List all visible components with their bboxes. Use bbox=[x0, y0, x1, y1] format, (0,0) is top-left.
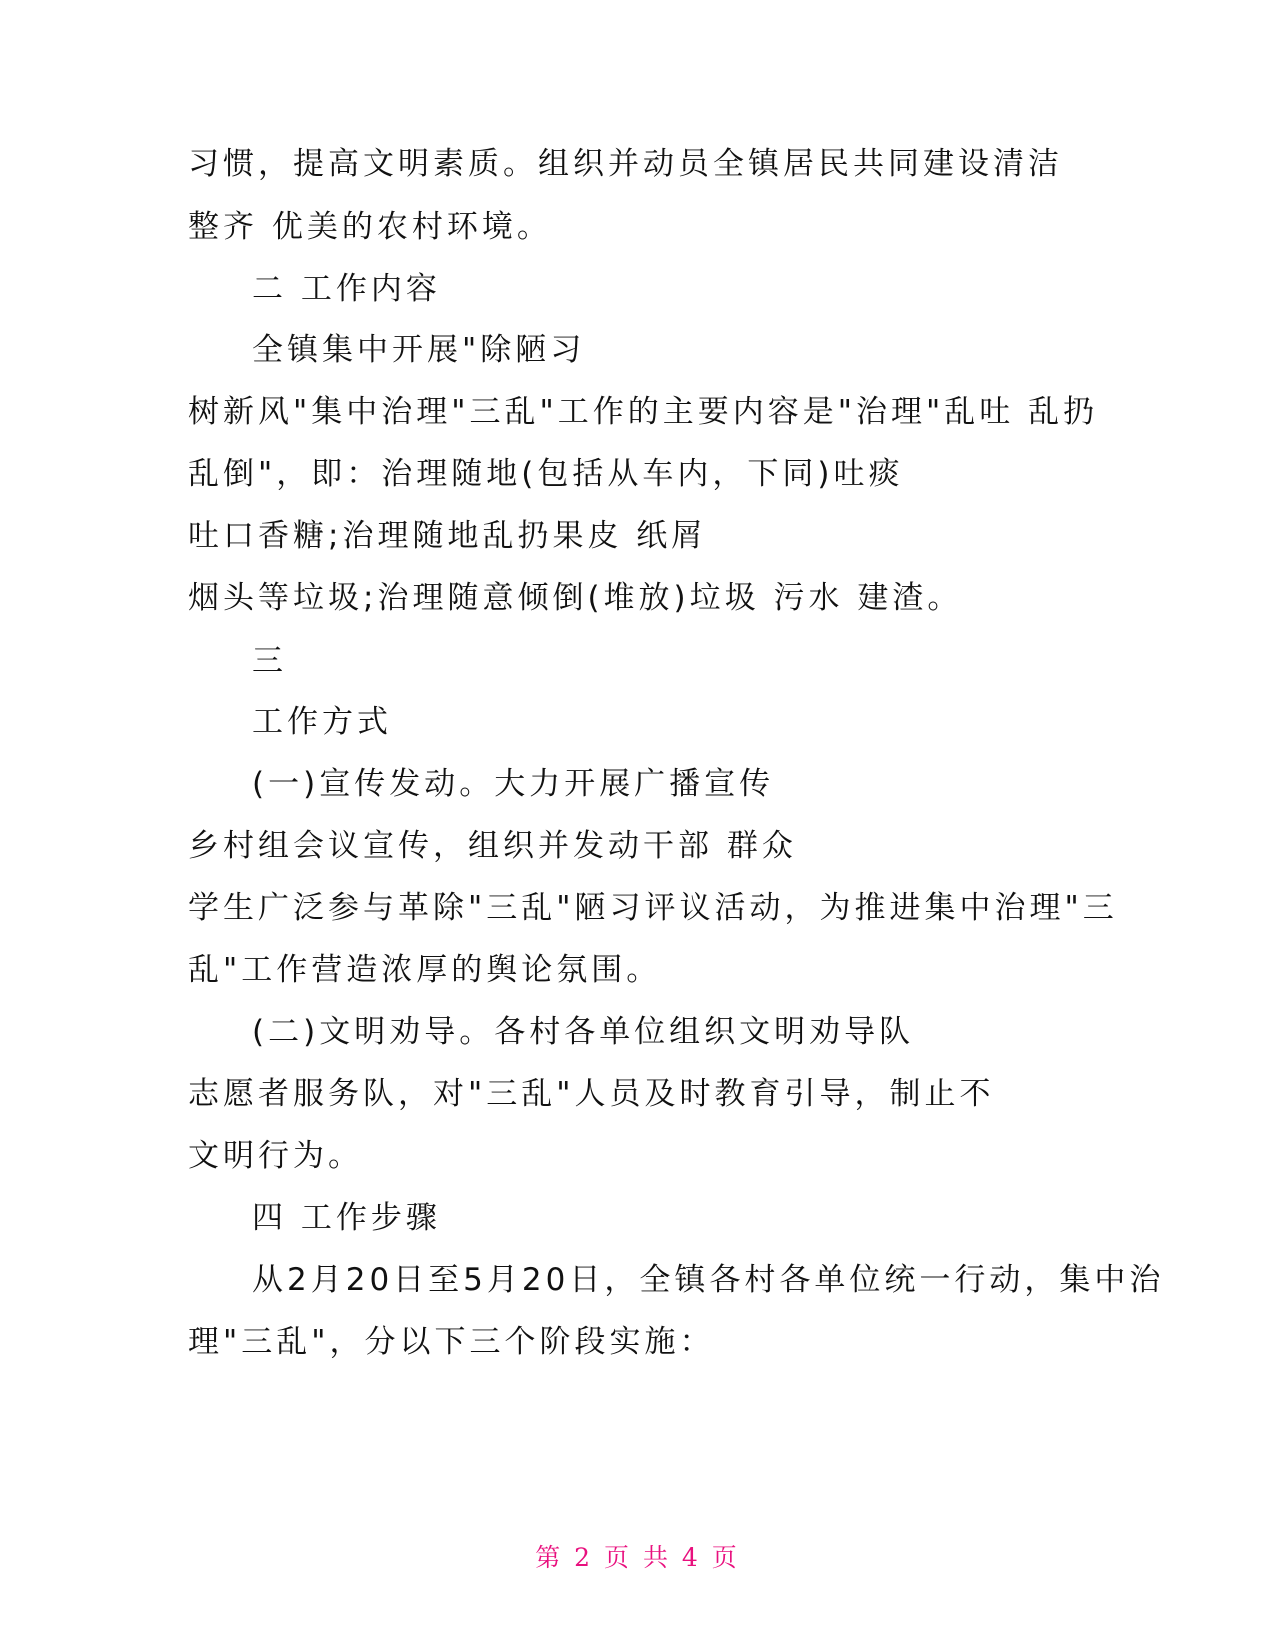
text-line: 吐口香糖;治理随地乱扔果皮 纸屑 bbox=[188, 518, 707, 554]
text-line: (一)宣传发动。大力开展广播宣传 bbox=[252, 766, 775, 802]
text-line: 全镇集中开展"除陋习 bbox=[252, 332, 586, 368]
text-line: 树新风"集中治理"三乱"工作的主要内容是"治理"乱吐 乱扔 bbox=[188, 394, 1099, 430]
text-line: 乱倒"，即：治理随地(包括从车内，下同)吐痰 bbox=[188, 456, 904, 492]
page-footer: 第 2 页 共 4 页 bbox=[535, 1543, 740, 1572]
text-line: 志愿者服务队，对"三乱"人员及时教育引导，制止不 bbox=[188, 1076, 995, 1112]
text-line: 整齐 优美的农村环境。 bbox=[188, 209, 552, 245]
text-line: 乡村组会议宣传，组织并发动干部 群众 bbox=[188, 828, 797, 864]
text-line: 乱"工作营造浓厚的舆论氛围。 bbox=[188, 952, 662, 988]
text-line: 理"三乱"，分以下三个阶段实施： bbox=[188, 1324, 715, 1360]
section-heading: 工作方式 bbox=[252, 704, 392, 740]
text-line: 习惯，提高文明素质。组织并动员全镇居民共同建设清洁 bbox=[188, 146, 1063, 182]
section-heading: 二 工作内容 bbox=[252, 271, 441, 307]
text-line: 文明行为。 bbox=[188, 1138, 363, 1174]
text-line: 学生广泛参与革除"三乱"陋习评议活动，为推进集中治理"三 bbox=[188, 890, 1118, 926]
text-line: 从2月20日至5月20日，全镇各村各单位统一行动，集中治 bbox=[252, 1262, 1165, 1298]
section-heading: 三 bbox=[252, 643, 287, 679]
text-line: 烟头等垃圾;治理随意倾倒(堆放)垃圾 污水 建渣。 bbox=[188, 580, 963, 616]
text-line: (二)文明劝导。各村各单位组织文明劝导队 bbox=[252, 1014, 915, 1050]
section-heading: 四 工作步骤 bbox=[252, 1200, 441, 1236]
